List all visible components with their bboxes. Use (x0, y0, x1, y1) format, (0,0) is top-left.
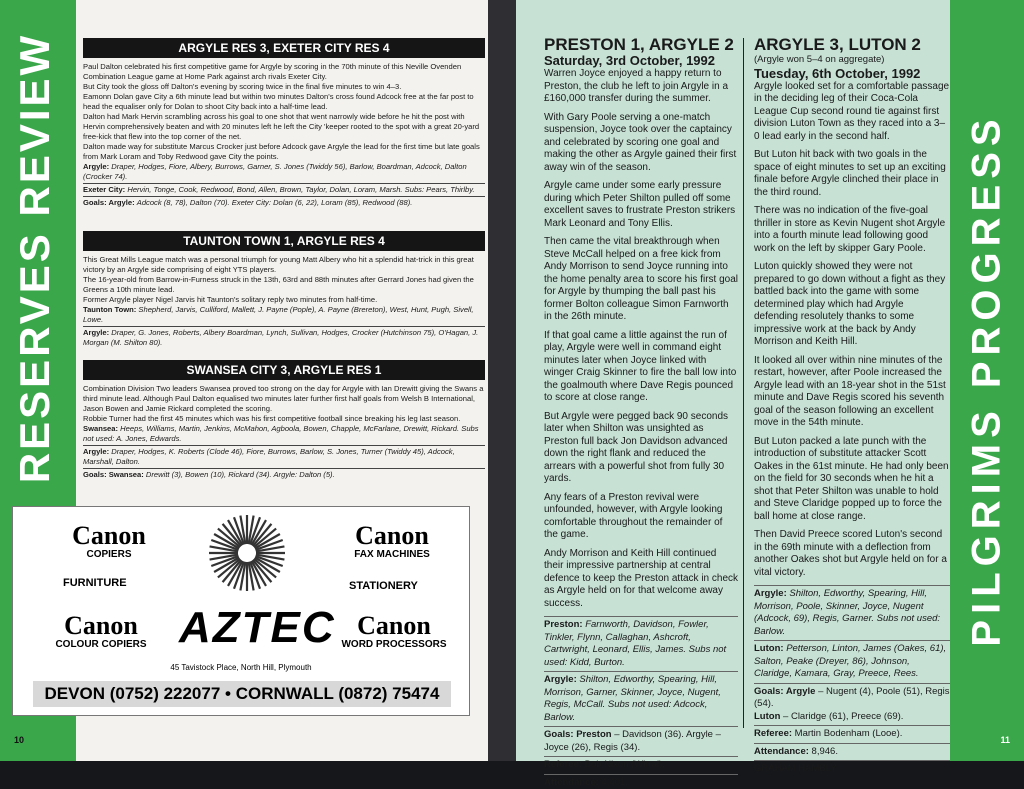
side-title-left-text: RESERVES REVIEW (11, 33, 59, 483)
divider (544, 774, 738, 775)
team-line (83, 162, 485, 182)
divider (83, 468, 485, 469)
paragraph: Eamonn Dolan gave City a 6th minute lead but within two minutes Dalton's cross found Adcock free at the far post to head the equaliser only for Dolan to shoot City back into a half-time lead. (83, 92, 485, 112)
paragraph: It looked all over within nine minutes of the restart, however, after Poole increased the Argyle lead with an 18-year shot in the 51st minute and Dave Regis scored his seventh goal of the season following an excellent move in the 54th minute. (754, 355, 950, 430)
paragraph: But Luton packed a late punch with the introduction of substitute attacker Scott Oakes in the 61st minute. He had only been on the field for 30 seconds when he hit a shot that Peter Shilton was unable to hold and Steve Claridge popped up to force the ball home at close range. (754, 436, 950, 524)
line-label: Attendance: (754, 746, 809, 757)
line-label: Exeter City: (83, 185, 125, 194)
canon-logo-text: Canon (355, 521, 429, 550)
divider (754, 743, 950, 744)
line-label: Referee: (754, 728, 792, 739)
goals-line (754, 711, 950, 724)
line-label: Luton (754, 711, 780, 722)
paragraph: There was no indication of the five-goal thriller in store as Kevin Nugent shot Argyle into a fourth minute lead following good work on the left by skipper Gary Poole. (754, 205, 950, 255)
line-text: – Nugent (4), Poole (51), Regis (54). (754, 686, 950, 710)
canon-logo-text: Canon (72, 521, 146, 550)
line-text: Martin Bodenham (Looe). (795, 728, 903, 739)
report-section (83, 360, 485, 480)
side-stripe-right (950, 0, 1024, 761)
line-text: Adcock (8, 78), Dalton (70). Exeter City: Dolan (6, 22), Loram (85), Redwood (88). (137, 198, 413, 207)
paragraph: Any fears of a Preston revival were unfounded, however, with Argyle looking comfortable throughout the remainder of the game. (544, 492, 738, 542)
line-text: Draper, Hodges, K. Roberts (Clode 46), Fiore, Burrows, Barlow, S. Jones, Turner (Twiddy 45), Adcock, Marshall, Dalton. (83, 447, 455, 466)
side-title-right-text: PILGRIMS PROGRESS (965, 113, 1010, 646)
paragraph: But City took the gloss off Dalton's evening by scoring twice in the final five minutes to win 4–3. (83, 82, 485, 92)
section-body (83, 62, 485, 208)
goals-line (83, 470, 485, 480)
paragraph: Former Argyle player Nigel Jarvis hit Taunton's solitary reply two minutes from half-time. (83, 295, 485, 305)
paragraph: But Luton hit back with two goals in the space of eight minutes to set up an exciting finale before Argyle clinched their place in the third round. (754, 149, 950, 199)
line-label: Preston: (544, 619, 583, 630)
team-line (83, 185, 485, 195)
paragraph: Then David Preece scored Luton's second in the 69th minute with a deflection from another Oakes shot but Argyle held on for a vital victory. (754, 529, 950, 579)
paragraph: Andy Morrison and Keith Hill continued their impressive partnership at central defence to keep the Preston attack in check as Argyle held on for that welcome away success. (544, 548, 738, 611)
attendance-line (754, 746, 950, 759)
line-label: Goals: Preston (544, 729, 612, 740)
line-text: Shilton, Edworthy, Spearing, Hill, Morrison, Garner, Skinner, Joyce, Nugent, Regis, McCall. Subs not used: Adcock, Barlow. (544, 674, 721, 723)
canon-logo-text: Canon (357, 611, 431, 640)
canon-word-processors (327, 611, 461, 650)
page-number-left: 10 (14, 735, 24, 745)
paragraph: Argyle looked set for a comfortable passage in the deciding leg of their Coca-Cola League Cup second round tie against first division Luton Town as they raced into a 3–0 lead early in the second half. (754, 81, 950, 144)
section-body (83, 384, 485, 480)
match-subtitle: (Argyle won 5–4 on aggregate) (754, 54, 950, 67)
paragraph: Warren Joyce enjoyed a happy return to Preston, the club he left to join Argyle in a £160,000 transfer during the summer. (544, 68, 738, 106)
section-heading: ARGYLE RES 3, EXETER CITY RES 4 (83, 38, 485, 58)
sunburst-logo-icon (205, 511, 289, 595)
spine-left (488, 0, 506, 761)
line-label: Swansea: (83, 424, 118, 433)
report-section (83, 231, 485, 348)
line-text: – Davidson (36). Argyle – Joyce (26), Regis (34). (544, 729, 721, 753)
left-page (0, 0, 506, 761)
paragraph: Dalton made way for substitute Marcus Crocker just before Adcock gave Argyle the lead for the first time but late goals from Mark Loram and Toby Redwood gave City the points. (83, 142, 485, 162)
line-text: Heeps, Williams, Martin, Jenkins, McMahon, Agboola, Bowen, Chapple, McFarlane, Drewitt, Rickard. Subs not used: A. Jones, Edwards. (83, 424, 479, 443)
goals-line (544, 729, 738, 754)
team-line (544, 674, 738, 724)
ad-product-label: WORD PROCESSORS (327, 639, 461, 650)
paragraph: Combination Division Two leaders Swansea proved too strong on the day for Argyle with Ian Drewitt giving the Swans a third minute lead. Although Paul Dalton equalised two minutes later further first half goals from Welsh B International, Jason Bowen and Jamie Rickard completed the scoring. (83, 384, 485, 414)
paragraph: Robbie Turner had the first 45 minutes which was his first competitive football since breaking his leg last season. (83, 414, 485, 424)
ad-product-label: COPIERS (47, 549, 171, 560)
line-text: Farnworth, Davidson, Fowler, Tinkler, Flynn, Callaghan, Ashcroft, Cartwright, Leonard, Ellis, James. Subs not used: Kidd, Burton. (544, 619, 726, 668)
line-label: Goals: Argyle: (83, 198, 135, 207)
team-line (754, 643, 950, 681)
line-text: Bob Nixon (Wirral). (585, 759, 665, 770)
line-text: 8,946. (812, 746, 838, 757)
line-text: Draper, G. Jones, Roberts, Albery Boardman, Lynch, Sullivan, Hodges, Crocker (Hutchinson 75), O'Hagan, J. Morgan (M. Shilton 80). (83, 328, 478, 347)
match-title: PRESTON 1, ARGYLE 2 (544, 36, 738, 54)
byline: GRAHAM HAMBLY (754, 763, 950, 776)
goals-line (754, 686, 950, 711)
canon-logo-text: Canon (64, 611, 138, 640)
report-section (83, 38, 485, 208)
line-label: Argyle: (83, 447, 109, 456)
team-line (83, 305, 485, 325)
paragraph: Luton quickly showed they were not prepared to go down without a fight as they battled back into the game with some determined play which had Argyle defending resolutely thanks to some impressive work at the back by Andy Morrison and Keith Hill. (754, 261, 950, 349)
team-line (83, 328, 485, 348)
line-text: Hervin, Tonge, Cook, Redwood, Bond, Allen, Brown, Taylor, Dolan, Loram, Marsh. Subs: Pears, Thirlby. (127, 185, 474, 194)
divider (544, 616, 738, 617)
paragraph: If that goal came a little against the run of play, Argyle were well in command eight minutes later when Joyce linked with winger Craig Skinner to fire the ball low into the goalmouth where Dave Regis pounced to score at close range. (544, 330, 738, 405)
paragraph: Argyle came under some early pressure during which Peter Shilton pulled off some excellent saves to frustrate Preston strikers Mark Leonard and Tony Ellis. (544, 180, 738, 230)
referee-line (544, 759, 738, 772)
divider (754, 585, 950, 586)
paragraph: The 16-year-old from Barrow-in-Furness struck in the 13th, 63rd and 88th minutes after Gerrard Jones had given the Greens a 10th minute lead. (83, 275, 485, 295)
line-text: Drewitt (3), Bowen (10), Rickard (34). Argyle: Dalton (5). (146, 470, 335, 479)
section-body (83, 255, 485, 348)
divider (544, 756, 738, 757)
line-text: 4,401. (602, 777, 628, 788)
ad-furniture-label: FURNITURE (63, 577, 127, 589)
preston-report-column (544, 36, 738, 789)
team-line (544, 619, 738, 669)
line-text: Shilton, Edworthy, Spearing, Hill, Morrison, Poole, Skinner, Joyce, Nugent (Adcock, 69), Regis, Garner. Subs not used: Barlow. (754, 588, 940, 637)
line-label: Attendance: (544, 777, 599, 788)
team-line (83, 424, 485, 444)
ad-product-label: COLOUR COPIERS (31, 639, 171, 650)
line-label: Argyle: (83, 162, 109, 171)
divider (83, 326, 485, 327)
divider (83, 196, 485, 197)
match-date: Saturday, 3rd October, 1992 (544, 54, 738, 68)
ad-stationery-label: STATIONERY (349, 580, 418, 592)
line-label: Goals: Swansea: (83, 470, 144, 479)
line-label: Goals: Argyle (754, 686, 815, 697)
referee-line (754, 728, 950, 741)
paragraph: This Great Mills League match was a personal triumph for young Matt Albery who hit a splendid hat-trick in this great victory by an Argyle side comprising of eight YTS players. (83, 255, 485, 275)
line-text: Shepherd, Jarvis, Culliford, Mallett, J. Payne (Pople), A. Payne (Brereton), West, Hunt, Pugh, Sivell, Lowe. (83, 305, 474, 324)
paragraph: Dalton had Mark Hervin scrambling across his goal to one shot that went narrowly wide before he hit the post with Hervin comprehensively beaten and with 20 minutes left he left the City 'keeper rooted to the spot with a great 20-yard free-kick that flew into the top corner of the net. (83, 112, 485, 142)
line-label: Luton: (754, 643, 784, 654)
divider (544, 726, 738, 727)
paragraph: But Argyle were pegged back 90 seconds later when Shilton was unsighted as Preston full back Jon Davidson advanced down the right flank and reduced the arrears with a powerful shot from fully 30 yards. (544, 411, 738, 486)
line-text: – Claridge (61), Preece (69). (783, 711, 903, 722)
match-date: Tuesday, 6th October, 1992 (754, 67, 950, 81)
match-title: ARGYLE 3, LUTON 2 (754, 36, 950, 54)
line-text: Draper, Hodges, Fiore, Albery, Burrows, Garner, S. Jones (Twiddy 56), Barlow, Boardman, Adcock, Dalton (Crocker 74). (83, 162, 467, 181)
paragraph: With Gary Poole serving a one-match suspension, Joyce took over the captaincy and celebrated by scoring one goal and making the other as Argyle gained their first away win of the season. (544, 112, 738, 175)
canon-copiers (47, 521, 171, 560)
divider (754, 640, 950, 641)
divider (83, 183, 485, 184)
divider (544, 671, 738, 672)
line-label: Taunton Town: (83, 305, 136, 314)
goals-line (83, 198, 485, 208)
team-line (754, 588, 950, 638)
section-heading: TAUNTON TOWN 1, ARGYLE RES 4 (83, 231, 485, 251)
attendance-line (544, 777, 738, 789)
ad-product-label: FAX MACHINES (325, 549, 459, 560)
line-label: Argyle: (544, 674, 577, 685)
paragraph: Then came the vital breakthrough when Steve McCall helped on a free kick from Andy Morrison to send Joyce running into the home penalty area to score his first goal for Argyle by thumping the ball past his former Bolton colleague Simon Farnworth in the 26th minute. (544, 236, 738, 324)
luton-report-column (754, 36, 950, 776)
advertisement (12, 506, 470, 716)
divider (754, 725, 950, 726)
team-line (83, 447, 485, 467)
line-text: Petterson, Linton, James (Oakes, 61), Salton, Peake (Dreyer, 86), Johnson, Claridge, Kamara, Gray, Preece, Rees. (754, 643, 946, 679)
ad-phone-numbers: DEVON (0752) 222077 • CORNWALL (0872) 75474 (33, 681, 451, 707)
canon-fax (325, 521, 459, 560)
spine-right (506, 0, 516, 761)
ad-address: 45 Tavistock Place, North Hill, Plymouth (13, 663, 469, 672)
line-label: Argyle: (83, 328, 109, 337)
divider (83, 445, 485, 446)
line-label: Argyle: (754, 588, 787, 599)
section-heading: SWANSEA CITY 3, ARGYLE RES 1 (83, 360, 485, 380)
aztec-logo: AZTEC (179, 603, 336, 653)
divider (754, 683, 950, 684)
line-label: Referee: (544, 759, 582, 770)
paragraph: Paul Dalton celebrated his first competitive game for Argyle by scoring in the 70th minute of this Neville Ovenden Combination League game at Home Park against arch rivals Exeter City. (83, 62, 485, 82)
canon-colour-copiers (31, 611, 171, 650)
page-number-right: 11 (1000, 735, 1010, 745)
column-divider (743, 38, 744, 728)
divider (754, 760, 950, 761)
